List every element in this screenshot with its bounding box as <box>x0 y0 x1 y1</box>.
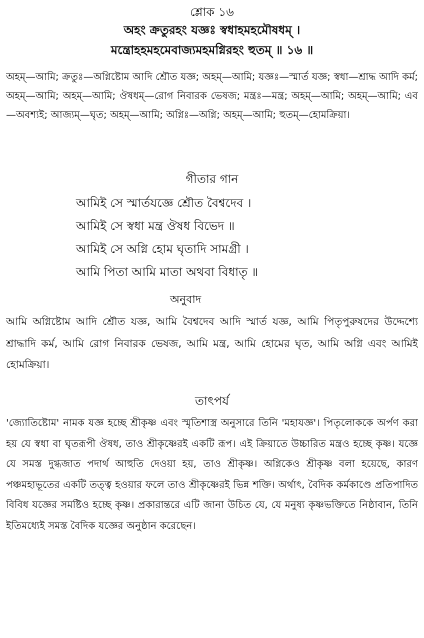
song-line: আমিই সে অগ্নি হোম ঘৃতাদি সামগ্রী । <box>76 242 249 256</box>
verse-heading: শ্লোক ১৬ <box>190 5 234 19</box>
sanskrit-verse-line-2: মন্ত্রোহহমহমেবাজ্যমহমগ্নিরহং হুতম্ ॥ ১৬ ॥ <box>110 43 314 57</box>
song-line: আমিই সে স্বধা মন্ত্র ঔষধ বিভেদ ॥ <box>76 219 235 233</box>
song-line: আমি পিতা আমি মাতা অথবা বিধাতৃ ॥ <box>76 265 259 279</box>
purport-title: তাৎপর্য <box>195 394 229 408</box>
word-for-word-synonyms: অহম্—আমি; ক্রতুঃ—অগ্নিষ্টোম আদি শ্রৌত যজ্ঞ; অহম্—আমি; যজ্ঞঃ—স্মার্ত যজ্ঞ; স্বধা—শ্রাদ্ধ আদি কর্ম; অহম্—আমি; অহম্—আমি; ঔষধম্—রোগ নিবারক ভেষজ; মন্ত্রঃ—মন্ত্র; অহম্—আমি; অহম্—আমি; এব—অবশ্যই; আজ্যম্—ঘৃত; অহম্—আমি; অগ্নিঃ—অগ্নি; অহম্—আমি; হুতম্—হোমক্রিয়া। <box>6 72 418 121</box>
translation-text: আমি অগ্নিষ্টোম আদি শ্রৌত যজ্ঞ, আমি বৈশ্বদেব আদি স্মার্ত যজ্ঞ, আমি পিতৃপুরুষদের উদ্দেশ্যে শ্রাদ্ধাদি কর্ম, আমি রোগ নিবারক ভেষজ, আমি মন্ত্র, আমি হোমের ঘৃত, আমি অগ্নি এবং আমিই হোমক্রিয়া। <box>6 316 418 371</box>
sanskrit-verse-line-1: অহং ক্রতুরহং যজ্ঞঃ স্বধাহমহমৌষধম্ । <box>123 23 301 37</box>
song-line: আমিই সে স্মার্তযজ্ঞে শ্রৌত বৈশ্বদেব । <box>76 196 252 210</box>
song-title: গীতার গান <box>185 172 239 186</box>
translation-title: অনুবাদ <box>170 293 202 306</box>
purport-text: 'জ্যোতিষ্টোম' নামক যজ্ঞ হচ্ছে শ্রীকৃষ্ণ এবং স্মৃতিশাস্ত্র অনুসারে তিনি 'মহাযজ্ঞ'। পিতৃলোককে অর্পণ করা হয় যে স্বধা বা ঘৃতরূপী ঔষধ, তাও শ্রীকৃষ্ণেরই একটি রূপ। এই ক্রিয়াতে উচ্চারিত মন্ত্রও হচ্ছে কৃষ্ণ। যজ্ঞে যে সমস্ত দুগ্ধজাত পদার্থ আহুতি দেওয়া হয়, তাও শ্রীকৃষ্ণ। অগ্নিকেও শ্রীকৃষ্ণ বলা হয়েছে, কারণ পঞ্চমহাভূতের একটি তত্ত্ব হওয়ার ফলে তাও শ্রীকৃষ্ণেরই ভিন্ন শক্তি। অর্থাৎ, বৈদিক কর্মকাণ্ডে প্রতিপাদিত বিবিধ যজ্ঞের সমষ্টিও হচ্ছে কৃষ্ণ। প্রকারান্তরে এটি জানা উচিত যে, যে মনুষ্য কৃষ্ণভক্তিতে নিষ্ঠাবান, তিনি ইতিমধ্যেই সমস্ত বৈদিক যজ্ঞের অনুষ্ঠান করেছেন। <box>6 418 418 532</box>
